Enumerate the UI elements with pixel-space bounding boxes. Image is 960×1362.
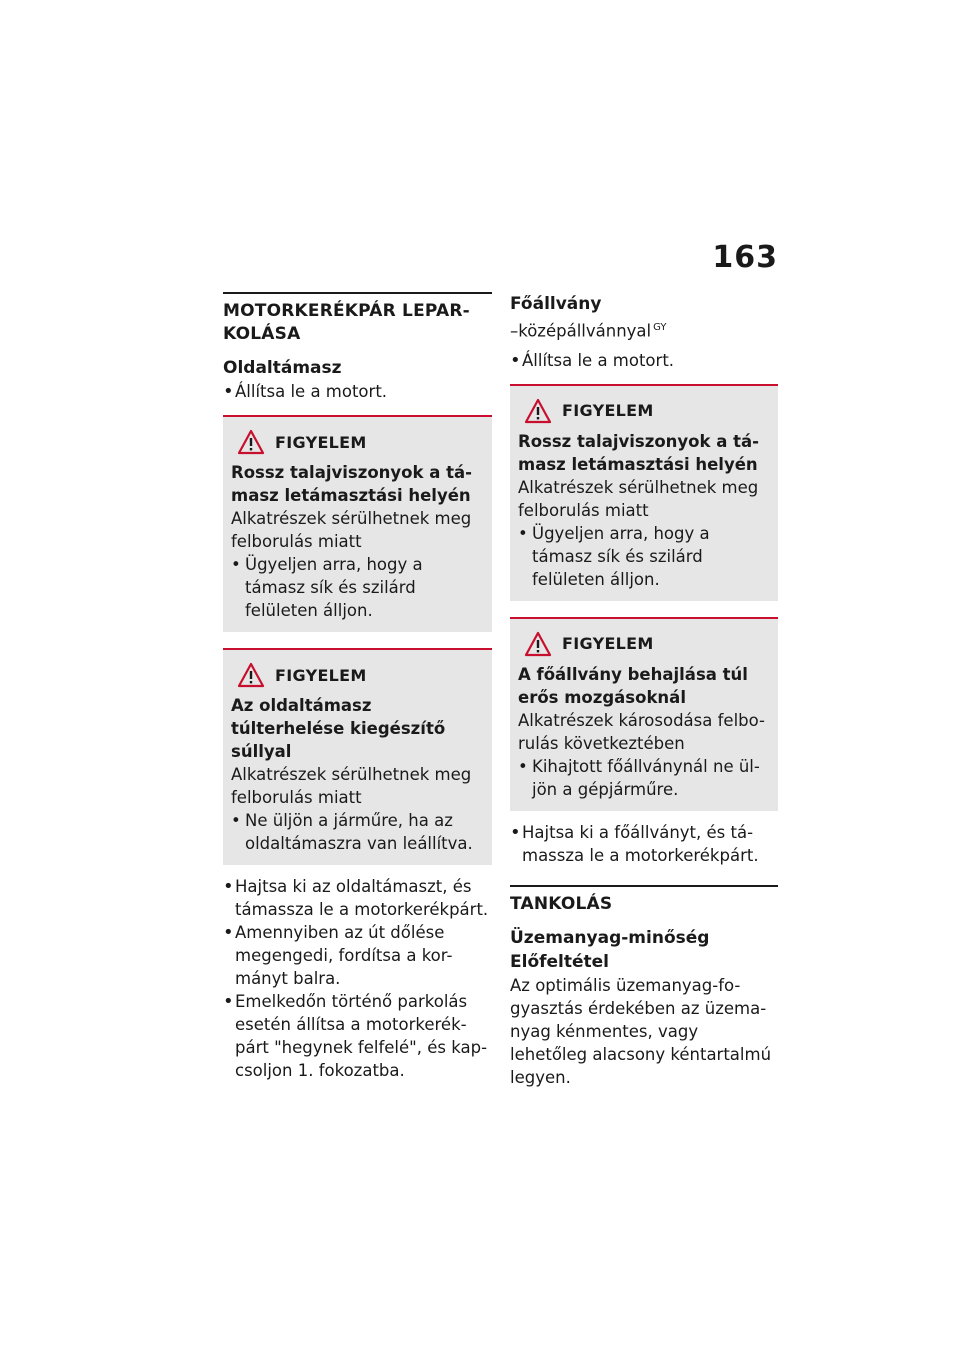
warning-box [510,384,778,601]
warning-triangle-icon [237,662,265,688]
step-turn-handlebar: • Amennyiben az út dőlése megengedi, fordítsa a kor-mányt balra. [223,921,492,990]
left-column [223,292,492,1082]
warning-triangle-icon [524,398,552,424]
warning-text: Alkatrészek sérülhetnek meg felborulás miatt [231,765,472,807]
variant-note [510,316,778,343]
warning-bullet: • Ügyeljen arra, hogy a támasz sík és szilárd felületen álljon. [518,522,770,591]
warning-label: FIGYELEM [275,665,367,685]
warning-title: Rossz talajviszonyok a tá-masz letámasztási helyén [518,431,759,474]
warning-box [510,617,778,811]
sub-heading-side-stand: Oldaltámasz [223,358,342,378]
warning-header [231,429,484,455]
page-number: 163 [712,240,778,275]
warning-bullet: • Ne üljön a járműre, ha az oldaltámaszra van leállítva. [231,809,484,855]
step-stop-engine: • Állítsa le a motort. [223,380,492,403]
prerequisite-text: Az optimális üzemanyag-fo-gyasztás érdekében az üzema-nyag kénmentes, vagy lehetőleg alacsony kéntartalmú legyen. [510,975,772,1087]
warning-title: Rossz talajviszonyok a tá-masz letámasztási helyén [231,463,472,505]
warning-box [223,415,492,632]
section-title: TANKOLÁS [510,893,613,914]
variant-text: –középállvánnyal [510,321,652,341]
section-motorcycle-parking [223,292,492,346]
warning-label: FIGYELEM [562,634,654,653]
warning-triangle-icon [524,631,552,657]
warning-title: Az oldaltámasz túlterhelése kiegészítő súllyal [231,696,446,761]
warning-label: FIGYELEM [275,432,367,452]
section-title: MOTORKERÉKPÁR LEPAR-KOLÁSA [223,301,470,344]
warning-header [231,662,484,688]
warning-text: Alkatrészek károsodása felbo-rulás következtében [518,710,765,753]
sub-heading-fuel-quality: Üzemanyag-minőség [510,927,710,948]
warning-bullet: • Kihajtott főállványnál ne ül-jön a gépjárműre. [518,755,770,801]
warning-title: A főállvány behajlása túl erős mozgásoknál [518,664,748,707]
section-refuelling [510,885,778,916]
sub-heading-center-stand: Főállvány [510,294,602,314]
warning-text: Alkatrészek sérülhetnek meg felborulás miatt [518,477,759,520]
step-fold-out-side-stand: • Hajtsa ki az oldaltámaszt, és támassza le a motorkerékpárt. [223,875,492,921]
warning-label: FIGYELEM [562,401,654,420]
right-column [510,292,778,1089]
warning-bullet: • Ügyeljen arra, hogy a támasz sík és szilárd felületen álljon. [231,553,484,622]
variant-superscript: GY [653,322,667,333]
step-fold-out-center-stand: • Hajtsa ki a főállványt, és tá-massza le a motorkerékpárt. [510,821,778,867]
warning-triangle-icon [237,429,265,455]
step-stop-engine: • Állítsa le a motort. [510,349,778,372]
warning-header [518,631,770,657]
sub-heading-prerequisite: Előfeltétel [510,951,610,972]
step-park-uphill: • Emelkedőn történő parkolás esetén állítsa a motorkerék-párt "hegynek felfelé", és kap-csoljon 1. fokozatba. [223,990,492,1082]
warning-text: Alkatrészek sérülhetnek meg felborulás miatt [231,509,472,551]
warning-box [223,648,492,865]
warning-header [518,398,770,424]
